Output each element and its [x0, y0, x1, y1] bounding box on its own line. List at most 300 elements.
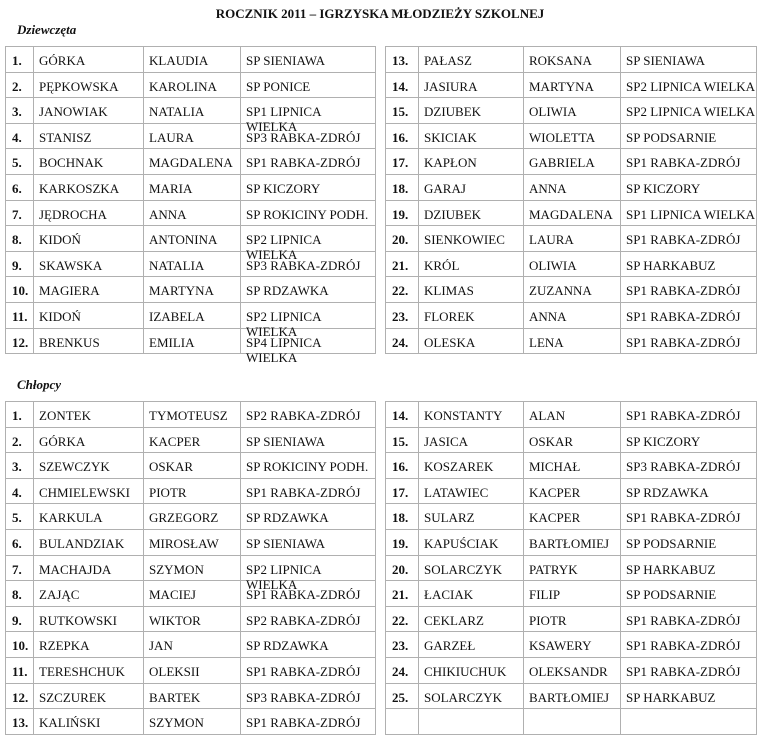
surname-text: KALIŃSKI: [39, 715, 101, 731]
first-name-text: ZUZANNA: [529, 283, 592, 299]
surname-cell: [34, 606, 144, 632]
first-name-text: LENA: [529, 334, 564, 350]
rank-cell: [6, 504, 34, 530]
surname-text: RUTKOWSKI: [39, 612, 117, 628]
rank-text: 19.: [392, 535, 409, 551]
surname-text: SZCZUREK: [39, 689, 107, 705]
table-row: [386, 277, 757, 303]
surname-text: JASICA: [424, 433, 469, 449]
table-row: [386, 72, 757, 98]
first-name-text: OLIWIA: [529, 104, 577, 120]
table-row: [6, 251, 376, 277]
first-name-cell: [524, 174, 621, 200]
rank-text: 7.: [12, 561, 22, 577]
boys-heading: Chłopcy: [17, 377, 62, 392]
surname-cell: [34, 504, 144, 530]
surname-text: SKAWSKA: [39, 257, 103, 273]
rank-cell: [6, 606, 34, 632]
school-text: SP KICZORY: [246, 180, 321, 196]
school-text: SP1 RABKA-ZDRÓJ: [626, 408, 741, 423]
table-row: [6, 98, 376, 124]
rank-text: 18.: [392, 510, 409, 526]
first-name-text: MAGDALENA: [529, 206, 613, 222]
surname-cell: [34, 149, 144, 175]
surname-text: SZEWCZYK: [39, 459, 110, 475]
first-name-text: NATALIA: [149, 257, 205, 273]
rank-cell: [386, 174, 419, 200]
rank-cell: [386, 302, 419, 328]
first-name-cell: [144, 47, 241, 73]
rank-text: 9.: [12, 612, 22, 628]
school-cell: [241, 555, 376, 592]
surname-text: [424, 709, 523, 733]
rank-text: 23.: [392, 308, 409, 324]
rank-cell: [386, 453, 419, 479]
first-name-text: NATALIA: [149, 104, 205, 120]
rank-text: 13.: [12, 715, 29, 731]
surname-cell: [34, 683, 144, 709]
surname-cell: [419, 72, 524, 98]
first-name-cell: [144, 606, 241, 632]
table-row: [386, 529, 757, 555]
rank-cell: [386, 200, 419, 226]
school-cell: [621, 657, 757, 683]
rank-cell: [386, 657, 419, 683]
first-name-cell: [524, 504, 621, 530]
first-name-cell: [144, 478, 241, 504]
first-name-text: IZABELA: [149, 308, 205, 324]
table-row: [386, 683, 757, 709]
girls-table-right: [385, 46, 757, 354]
rank-text: 11.: [12, 663, 28, 679]
rank-text: 21.: [392, 587, 409, 603]
table-row: [386, 98, 757, 124]
surname-cell: [419, 478, 524, 504]
first-name-text: OLIWIA: [529, 257, 577, 273]
first-name-cell: [524, 47, 621, 73]
rank-text: 14.: [392, 78, 409, 94]
school-text: SP ROKICINY PODH.: [246, 206, 369, 222]
surname-text: SOLARCZYK: [424, 561, 503, 577]
school-text: SP HARKABUZ: [626, 257, 716, 273]
first-name-text: KACPER: [529, 484, 581, 500]
first-name-text: GABRIELA: [529, 155, 595, 171]
rank-text: 7.: [12, 206, 22, 222]
surname-cell: [419, 427, 524, 453]
table-row: [6, 657, 376, 683]
first-name-cell: [144, 302, 241, 328]
first-name-text: MARTYNA: [149, 283, 214, 299]
first-name-cell: [524, 555, 621, 581]
surname-cell: [34, 529, 144, 555]
surname-cell: [419, 98, 524, 124]
table-row: [6, 453, 376, 479]
table-row: [6, 302, 376, 328]
table-row: [386, 302, 757, 328]
school-cell: [241, 402, 376, 428]
school-text: SP PONICE: [246, 78, 311, 94]
rank-text: 4.: [12, 129, 22, 145]
rank-text: 13.: [392, 53, 409, 68]
surname-text: GÓRKA: [39, 433, 86, 449]
surname-text: KONSTANTY: [424, 408, 503, 423]
rank-cell: [6, 453, 34, 479]
school-text: SP1 RABKA-ZDRÓJ: [246, 484, 361, 500]
surname-cell: [34, 555, 144, 581]
school-text: SP1 RABKA-ZDRÓJ: [626, 155, 741, 171]
surname-cell: [419, 555, 524, 581]
surname-cell: [419, 657, 524, 683]
school-text: SP PODSARNIE: [626, 535, 717, 551]
rank-text: 16.: [392, 129, 409, 145]
surname-cell: [419, 606, 524, 632]
first-name-text: KACPER: [529, 510, 581, 526]
school-text: SP2 LIPNICA WIELKA: [246, 232, 321, 263]
surname-text: CHIKIUCHUK: [424, 663, 507, 679]
school-cell: [241, 632, 376, 658]
school-cell: [621, 683, 757, 709]
first-name-cell: [524, 709, 621, 735]
table-row: [6, 709, 376, 735]
rank-text: 3.: [12, 104, 22, 120]
rank-cell: [386, 47, 419, 73]
rank-text: 10.: [12, 283, 29, 299]
girls-heading: Dziewczęta: [17, 22, 77, 37]
surname-cell: [34, 478, 144, 504]
first-name-cell: [144, 328, 241, 354]
first-name-cell: [144, 149, 241, 175]
school-cell: [241, 226, 376, 263]
surname-text: MAGIERA: [39, 283, 100, 299]
first-name-text: ALAN: [529, 408, 566, 423]
school-cell: [621, 606, 757, 632]
surname-text: STANISZ: [39, 129, 92, 145]
school-text: SP SIENIAWA: [246, 53, 326, 68]
surname-text: KLIMAS: [424, 283, 474, 299]
school-text: SP1 RABKA-ZDRÓJ: [626, 283, 741, 299]
first-name-cell: [144, 453, 241, 479]
rank-text: 22.: [392, 612, 409, 628]
school-cell: [241, 427, 376, 453]
first-name-text: FILIP: [529, 587, 561, 603]
first-name-text: KAROLINA: [149, 78, 217, 94]
surname-text: GARAJ: [424, 180, 466, 196]
table-row: [6, 402, 376, 428]
school-cell: [621, 72, 757, 98]
table-row: [6, 277, 376, 303]
surname-text: BULANDZIAK: [39, 535, 125, 551]
surname-cell: [34, 328, 144, 354]
rank-text: 16.: [392, 459, 409, 475]
rank-cell: [386, 683, 419, 709]
rank-text: 15.: [392, 104, 409, 120]
rank-cell: [6, 98, 34, 124]
rank-cell: [6, 328, 34, 354]
surname-cell: [419, 709, 524, 735]
first-name-cell: [524, 251, 621, 277]
surname-cell: [419, 302, 524, 328]
school-cell: [621, 174, 757, 200]
table-row: [6, 174, 376, 200]
first-name-cell: [524, 427, 621, 453]
rank-text: 20.: [392, 232, 409, 248]
rank-cell: [6, 632, 34, 658]
surname-text: ZONTEK: [39, 408, 91, 423]
table-row: [386, 47, 757, 73]
school-text: SP PODSARNIE: [626, 129, 717, 145]
surname-cell: [419, 149, 524, 175]
surname-cell: [419, 529, 524, 555]
rank-cell: [6, 302, 34, 328]
rank-text: 5.: [12, 155, 22, 171]
surname-cell: [419, 683, 524, 709]
boys-table-left: [5, 401, 376, 735]
first-name-text: BARTŁOMIEJ: [529, 689, 610, 705]
first-name-cell: [524, 226, 621, 252]
table-row: [6, 47, 376, 73]
table-row: [6, 478, 376, 504]
first-name-cell: [524, 606, 621, 632]
school-text: SP3 RABKA-ZDRÓJ: [626, 459, 741, 475]
surname-cell: [419, 174, 524, 200]
surname-cell: [34, 709, 144, 735]
school-cell: [241, 47, 376, 73]
surname-text: BRENKUS: [39, 334, 100, 350]
surname-text: RZEPKA: [39, 638, 90, 654]
surname-text: LATAWIEC: [424, 484, 489, 500]
first-name-cell: [144, 504, 241, 530]
surname-text: KARKULA: [39, 510, 103, 526]
school-text: SP4 LIPNICA WIELKA: [246, 334, 321, 365]
rank-text: 11.: [12, 308, 28, 324]
first-name-text: KLAUDIA: [149, 53, 209, 68]
first-name-text: MICHAŁ: [529, 459, 581, 475]
rank-cell: [386, 504, 419, 530]
school-cell: [241, 504, 376, 530]
school-text: SP1 RABKA-ZDRÓJ: [246, 715, 361, 731]
first-name-text: BARTEK: [149, 689, 201, 705]
surname-text: KARKOSZKA: [39, 180, 120, 196]
school-cell: [621, 302, 757, 328]
rank-cell: [386, 328, 419, 354]
rank-text: 20.: [392, 561, 409, 577]
rank-text: 12.: [12, 334, 29, 350]
school-cell: [241, 529, 376, 555]
school-text: SP1 RABKA-ZDRÓJ: [626, 663, 741, 679]
surname-cell: [419, 226, 524, 252]
surname-cell: [419, 277, 524, 303]
first-name-cell: [524, 98, 621, 124]
first-name-cell: [144, 174, 241, 200]
first-name-cell: [144, 529, 241, 555]
table-row: [386, 174, 757, 200]
surname-text: SOLARCZYK: [424, 689, 503, 705]
school-cell: [621, 709, 757, 735]
rank-cell: [6, 200, 34, 226]
surname-text: KAPUŚCIAK: [424, 535, 499, 551]
first-name-text: OLEKSANDR: [529, 663, 608, 679]
rank-text: 12.: [12, 689, 29, 705]
first-name-text: SZYMON: [149, 561, 204, 577]
surname-cell: [34, 277, 144, 303]
table-row: [6, 606, 376, 632]
school-cell: [241, 302, 376, 339]
table-row: [6, 123, 376, 149]
first-name-cell: [144, 427, 241, 453]
first-name-text: WIKTOR: [149, 612, 201, 628]
rank-text: 21.: [392, 257, 409, 273]
first-name-text: LAURA: [529, 232, 574, 248]
first-name-cell: [524, 453, 621, 479]
table-row: [386, 453, 757, 479]
first-name-cell: [524, 632, 621, 658]
rank-cell: [386, 709, 419, 735]
surname-cell: [419, 504, 524, 530]
table-row: [386, 581, 757, 607]
rank-cell: [6, 657, 34, 683]
school-cell: [621, 478, 757, 504]
rank-text: 15.: [392, 433, 409, 449]
rank-cell: [6, 47, 34, 73]
table-row: [386, 632, 757, 658]
school-text: SP RDZAWKA: [246, 510, 329, 526]
surname-cell: [34, 302, 144, 328]
school-cell: [241, 149, 376, 175]
school-text: SP2 RABKA-ZDRÓJ: [246, 612, 361, 628]
rank-cell: [386, 98, 419, 124]
first-name-text: PIOTR: [529, 612, 567, 628]
surname-text: SKICIAK: [424, 129, 477, 145]
school-text: SP SIENIAWA: [246, 535, 326, 551]
rank-text: 22.: [392, 283, 409, 299]
school-text: SP PODSARNIE: [626, 587, 717, 603]
first-name-text: OLEKSII: [149, 663, 200, 679]
school-text: SP1 RABKA-ZDRÓJ: [626, 308, 741, 324]
first-name-cell: [144, 98, 241, 124]
rank-text: 18.: [392, 180, 409, 196]
first-name-text: MARIA: [149, 180, 193, 196]
first-name-text: WIOLETTA: [529, 129, 596, 145]
table-row: [386, 200, 757, 226]
school-text: SP3 RABKA-ZDRÓJ: [246, 129, 361, 145]
rank-text: 2.: [12, 433, 22, 449]
table-row: [386, 657, 757, 683]
rank-text: 3.: [12, 459, 22, 475]
surname-text: KIDOŃ: [39, 308, 81, 324]
school-text: SP2 RABKA-ZDRÓJ: [246, 408, 361, 423]
surname-cell: [419, 251, 524, 277]
surname-cell: [34, 657, 144, 683]
surname-text: KAPŁON: [424, 155, 477, 171]
rank-text: 5.: [12, 510, 22, 526]
school-cell: [241, 277, 376, 303]
first-name-cell: [524, 302, 621, 328]
school-cell: [621, 149, 757, 175]
rank-text: 17.: [392, 155, 409, 171]
school-cell: [621, 251, 757, 277]
rank-text: 2.: [12, 78, 22, 94]
first-name-text: ROKSANA: [529, 53, 592, 68]
surname-text: GARZEŁ: [424, 638, 476, 654]
surname-text: JĘDROCHA: [39, 206, 107, 222]
rank-text: 25.: [392, 689, 409, 705]
table-row: [386, 328, 757, 354]
first-name-text: OSKAR: [529, 433, 574, 449]
rank-cell: [6, 72, 34, 98]
rank-cell: [6, 529, 34, 555]
first-name-cell: [144, 123, 241, 149]
school-text: SP KICZORY: [626, 180, 701, 196]
surname-text: CEKLARZ: [424, 612, 484, 628]
surname-text: KIDOŃ: [39, 232, 81, 248]
school-text: SP2 LIPNICA WIELKA: [246, 561, 321, 592]
first-name-text: ANNA: [529, 180, 567, 196]
first-name-cell: [144, 277, 241, 303]
rank-cell: [6, 251, 34, 277]
school-cell: [621, 632, 757, 658]
rank-text: [392, 709, 418, 733]
table-row: [386, 149, 757, 175]
school-text: SP1 LIPNICA WIELKA: [246, 104, 321, 135]
table-row: [6, 149, 376, 175]
rank-cell: [386, 581, 419, 607]
first-name-cell: [144, 555, 241, 581]
school-text: SP1 RABKA-ZDRÓJ: [626, 232, 741, 248]
first-name-cell: [144, 657, 241, 683]
school-text: SP KICZORY: [626, 433, 701, 449]
first-name-cell: [144, 402, 241, 428]
first-name-text: ANTONINA: [149, 232, 218, 248]
first-name-cell: [524, 123, 621, 149]
surname-text: OLESKA: [424, 334, 476, 350]
surname-text: TERESHCHUK: [39, 663, 125, 679]
rank-cell: [6, 555, 34, 581]
surname-text: ŁACIAK: [424, 587, 474, 603]
first-name-text: SZYMON: [149, 715, 204, 731]
school-text: SP1 RABKA-ZDRÓJ: [246, 155, 361, 171]
table-row: [386, 402, 757, 428]
first-name-text: PIOTR: [149, 484, 187, 500]
first-name-cell: [524, 657, 621, 683]
rank-cell: [386, 277, 419, 303]
rank-text: 8.: [12, 587, 22, 603]
school-cell: [621, 529, 757, 555]
rank-text: 4.: [12, 484, 22, 500]
table-row: [386, 427, 757, 453]
rank-text: 1.: [12, 408, 22, 423]
rank-cell: [6, 123, 34, 149]
school-cell: [241, 98, 376, 135]
rank-cell: [386, 72, 419, 98]
school-text: SP1 RABKA-ZDRÓJ: [626, 638, 741, 654]
surname-cell: [419, 328, 524, 354]
surname-cell: [34, 72, 144, 98]
first-name-cell: [524, 683, 621, 709]
first-name-cell: [524, 478, 621, 504]
surname-text: DZIUBEK: [424, 206, 482, 222]
surname-text: BOCHNAK: [39, 155, 104, 171]
surname-text: SIENKOWIEC: [424, 232, 505, 248]
first-name-text: KSAWERY: [529, 638, 592, 654]
school-text: SP SIENIAWA: [626, 53, 706, 68]
rank-cell: [6, 581, 34, 607]
first-name-text: GRZEGORZ: [149, 510, 219, 526]
first-name-text: PATRYK: [529, 561, 578, 577]
rank-cell: [6, 174, 34, 200]
school-cell: [241, 478, 376, 504]
surname-cell: [34, 174, 144, 200]
first-name-text: MACIEJ: [149, 587, 196, 603]
